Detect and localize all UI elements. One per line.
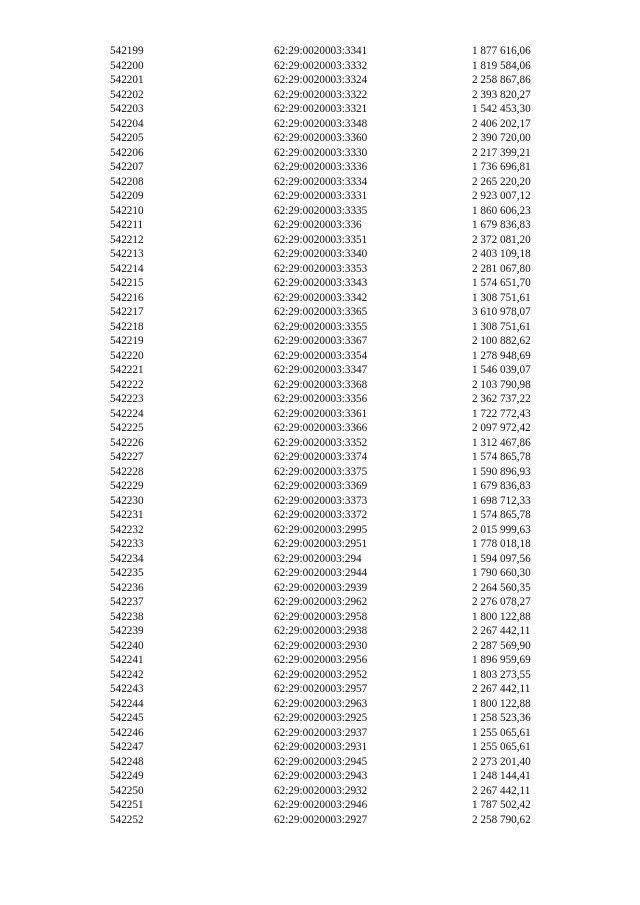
cadastral-value: 2 265 220,20 <box>472 175 531 188</box>
table-row <box>0 639 640 654</box>
row-number: 542203 <box>110 103 144 115</box>
table-row <box>0 131 640 146</box>
cadastral-value: 2 390 720,00 <box>472 132 531 144</box>
row-number: 542233 <box>110 538 144 550</box>
cadastral-number: 62:29:0020003:3336 <box>274 161 368 173</box>
row-number: 542238 <box>110 610 144 623</box>
cadastral-number: 62:29:0020003:336 <box>274 219 362 231</box>
cadastral-number: 62:29:0020003:2951 <box>274 538 368 550</box>
cadastral-number: 62:29:0020003:3324 <box>274 74 368 86</box>
table-row <box>0 59 640 74</box>
cadastral-value: 2 281 067,80 <box>472 262 531 275</box>
cadastral-value: 1 800 122,88 <box>472 697 531 710</box>
table-row <box>0 233 640 248</box>
cadastral-number: 62:29:0020003:3348 <box>274 117 368 130</box>
row-number: 542231 <box>110 509 144 521</box>
cadastral-number: 62:29:0020003:2952 <box>274 668 368 681</box>
row-number: 542216 <box>110 291 144 304</box>
row-number: 542240 <box>110 639 144 652</box>
table-row <box>0 291 640 306</box>
table-row <box>0 581 640 596</box>
cadastral-value: 1 574 865,78 <box>472 509 531 521</box>
table-row <box>0 755 640 770</box>
cadastral-number: 62:29:0020003:3352 <box>274 436 368 449</box>
cadastral-number: 62:29:0020003:3375 <box>274 465 368 478</box>
row-number: 542206 <box>110 146 144 159</box>
cadastral-number: 62:29:0020003:2925 <box>274 712 368 724</box>
cadastral-value: 1 736 696,81 <box>472 161 531 173</box>
cadastral-number: 62:29:0020003:2958 <box>274 610 368 623</box>
cadastral-value: 2 276 078,27 <box>472 596 531 608</box>
cadastral-number: 62:29:0020003:3340 <box>274 248 368 260</box>
cadastral-number: 62:29:0020003:2962 <box>274 596 368 608</box>
cadastral-value: 1 790 660,30 <box>472 567 531 579</box>
row-number: 542205 <box>110 132 144 144</box>
cadastral-value: 1 679 836,83 <box>472 219 531 231</box>
cadastral-number: 62:29:0020003:3372 <box>274 509 368 521</box>
cadastral-number: 62:29:0020003:3366 <box>274 422 368 434</box>
cadastral-number: 62:29:0020003:2945 <box>274 755 368 768</box>
row-number: 542207 <box>110 161 144 173</box>
table-row <box>0 479 640 494</box>
cadastral-value: 2 403 109,18 <box>472 248 531 260</box>
table-row <box>0 102 640 117</box>
cadastral-number: 62:29:0020003:2937 <box>274 726 368 739</box>
cadastral-value: 2 372 081,20 <box>472 233 531 246</box>
cadastral-value: 2 267 442,11 <box>472 625 531 637</box>
cadastral-number: 62:29:0020003:3331 <box>274 190 368 202</box>
row-number: 542241 <box>110 654 144 666</box>
cadastral-value: 1 877 616,06 <box>472 45 531 57</box>
table-row <box>0 523 640 538</box>
cadastral-number: 62:29:0020003:2943 <box>274 770 368 782</box>
cadastral-number: 62:29:0020003:3368 <box>274 378 368 391</box>
cadastral-value: 2 217 399,21 <box>472 146 531 159</box>
table-row <box>0 421 640 436</box>
cadastral-value: 2 267 442,11 <box>472 683 531 695</box>
cadastral-value: 1 698 712,33 <box>472 494 531 507</box>
cadastral-number: 62:29:0020003:3353 <box>274 262 368 275</box>
table-row <box>0 88 640 103</box>
cadastral-value: 2 406 202,17 <box>472 117 531 130</box>
cadastral-value: 2 393 820,27 <box>472 88 531 101</box>
cadastral-value: 1 542 453,30 <box>472 103 531 115</box>
cadastral-value: 1 258 523,36 <box>472 712 531 724</box>
cadastral-number: 62:29:0020003:3354 <box>274 349 368 362</box>
table-row <box>0 146 640 161</box>
table-row <box>0 494 640 509</box>
cadastral-value: 2 015 999,63 <box>472 523 531 536</box>
row-number: 542225 <box>110 422 144 434</box>
cadastral-value: 1 574 651,70 <box>472 277 531 289</box>
table-row <box>0 784 640 799</box>
cadastral-number: 62:29:0020003:3347 <box>274 364 368 376</box>
cadastral-number: 62:29:0020003:2930 <box>274 639 368 652</box>
table-row <box>0 189 640 204</box>
cadastral-value: 1 255 065,61 <box>472 741 531 753</box>
table-row <box>0 436 640 451</box>
row-number: 542232 <box>110 523 144 536</box>
row-number: 542252 <box>110 813 144 826</box>
table-row <box>0 610 640 625</box>
cadastral-value: 1 574 865,78 <box>472 451 531 463</box>
table-row <box>0 624 640 639</box>
cadastral-value: 2 264 560,35 <box>472 581 531 594</box>
cadastral-value: 1 278 948,69 <box>472 349 531 362</box>
cadastral-value: 2 287 569,90 <box>472 639 531 652</box>
cadastral-number: 62:29:0020003:2944 <box>274 567 368 579</box>
table-row <box>0 798 640 813</box>
table-row <box>0 740 640 755</box>
row-number: 542199 <box>110 45 144 57</box>
cadastral-value: 2 097 972,42 <box>472 422 531 434</box>
row-number: 542213 <box>110 248 144 260</box>
row-number: 542246 <box>110 726 144 739</box>
row-number: 542243 <box>110 683 144 695</box>
table-row <box>0 276 640 291</box>
cadastral-value: 2 923 007,12 <box>472 190 531 202</box>
cadastral-value: 1 308 751,61 <box>472 320 531 333</box>
cadastral-number: 62:29:0020003:3343 <box>274 277 368 289</box>
table-row <box>0 682 640 697</box>
cadastral-number: 62:29:0020003:2946 <box>274 799 368 811</box>
row-number: 542239 <box>110 625 144 637</box>
row-number: 542250 <box>110 784 144 797</box>
table-row <box>0 262 640 277</box>
table-row <box>0 465 640 480</box>
table-row <box>0 697 640 712</box>
cadastral-value: 3 610 978,07 <box>472 306 531 318</box>
row-number: 542210 <box>110 204 144 217</box>
row-number: 542200 <box>110 59 144 72</box>
row-number: 542234 <box>110 552 144 565</box>
table-row <box>0 552 640 567</box>
row-number: 542245 <box>110 712 144 724</box>
row-number: 542220 <box>110 349 144 362</box>
cadastral-value: 2 103 790,98 <box>472 378 531 391</box>
table-row <box>0 44 640 59</box>
table-row <box>0 378 640 393</box>
row-number: 542209 <box>110 190 144 202</box>
row-number: 542228 <box>110 465 144 478</box>
cadastral-value: 2 258 867,86 <box>472 74 531 86</box>
row-number: 542204 <box>110 117 144 130</box>
cadastral-value: 1 896 959,69 <box>472 654 531 666</box>
row-number: 542230 <box>110 494 144 507</box>
row-number: 542237 <box>110 596 144 608</box>
cadastral-value: 1 546 039,07 <box>472 364 531 376</box>
table-row <box>0 305 640 320</box>
table-row <box>0 668 640 683</box>
row-number: 542251 <box>110 799 144 811</box>
cadastral-number: 62:29:0020003:2956 <box>274 654 368 666</box>
row-number: 542227 <box>110 451 144 463</box>
table-row <box>0 160 640 175</box>
cadastral-value: 2 267 442,11 <box>472 784 531 797</box>
table-row <box>0 247 640 262</box>
cadastral-value: 1 819 584,06 <box>472 59 531 72</box>
cadastral-value: 1 800 122,88 <box>472 610 531 623</box>
data-table <box>0 44 640 827</box>
table-row <box>0 450 640 465</box>
cadastral-number: 62:29:0020003:2932 <box>274 784 368 797</box>
row-number: 542226 <box>110 436 144 449</box>
table-row <box>0 334 640 349</box>
cadastral-number: 62:29:0020003:3334 <box>274 175 368 188</box>
cadastral-value: 2 273 201,40 <box>472 755 531 768</box>
cadastral-value: 2 258 790,62 <box>472 813 531 826</box>
cadastral-number: 62:29:0020003:3355 <box>274 320 368 333</box>
table-row <box>0 813 640 828</box>
table-row <box>0 349 640 364</box>
row-number: 542218 <box>110 320 144 333</box>
row-number: 542248 <box>110 755 144 768</box>
cadastral-value: 1 778 018,18 <box>472 538 531 550</box>
row-number: 542249 <box>110 770 144 782</box>
row-number: 542201 <box>110 74 144 86</box>
cadastral-number: 62:29:0020003:3342 <box>274 291 368 304</box>
row-number: 542242 <box>110 668 144 681</box>
cadastral-number: 62:29:0020003:2931 <box>274 741 368 753</box>
table-row <box>0 566 640 581</box>
table-row <box>0 508 640 523</box>
cadastral-number: 62:29:0020003:3369 <box>274 480 368 492</box>
cadastral-value: 1 722 772,43 <box>472 407 531 420</box>
table-row <box>0 363 640 378</box>
row-number: 542212 <box>110 233 144 246</box>
cadastral-number: 62:29:0020003:3356 <box>274 393 368 405</box>
table-row <box>0 175 640 190</box>
table-row <box>0 117 640 132</box>
table-row <box>0 711 640 726</box>
cadastral-number: 62:29:0020003:294 <box>274 552 362 565</box>
cadastral-number: 62:29:0020003:3373 <box>274 494 368 507</box>
cadastral-number: 62:29:0020003:3360 <box>274 132 368 144</box>
cadastral-number: 62:29:0020003:2995 <box>274 523 368 536</box>
cadastral-number: 62:29:0020003:2927 <box>274 813 368 826</box>
table-row <box>0 595 640 610</box>
cadastral-number: 62:29:0020003:3361 <box>274 407 368 420</box>
cadastral-value: 1 590 896,93 <box>472 465 531 478</box>
row-number: 542208 <box>110 175 144 188</box>
table-row <box>0 407 640 422</box>
row-number: 542229 <box>110 480 144 492</box>
row-number: 542215 <box>110 277 144 289</box>
cadastral-number: 62:29:0020003:2963 <box>274 697 368 710</box>
row-number: 542247 <box>110 741 144 753</box>
cadastral-value: 2 100 882,62 <box>472 335 531 347</box>
cadastral-value: 1 679 836,83 <box>472 480 531 492</box>
cadastral-number: 62:29:0020003:3341 <box>274 45 368 57</box>
cadastral-number: 62:29:0020003:3367 <box>274 335 368 347</box>
cadastral-value: 1 594 097,56 <box>472 552 531 565</box>
row-number: 542221 <box>110 364 144 376</box>
cadastral-number: 62:29:0020003:2939 <box>274 581 368 594</box>
cadastral-value: 1 312 467,86 <box>472 436 531 449</box>
cadastral-number: 62:29:0020003:2938 <box>274 625 368 637</box>
table-row <box>0 537 640 552</box>
cadastral-number: 62:29:0020003:3365 <box>274 306 368 318</box>
table-row <box>0 653 640 668</box>
table-row <box>0 320 640 335</box>
cadastral-value: 1 787 502,42 <box>472 799 531 811</box>
table-row <box>0 73 640 88</box>
cadastral-value: 1 860 606,23 <box>472 204 531 217</box>
row-number: 542223 <box>110 393 144 405</box>
row-number: 542222 <box>110 378 144 391</box>
table-row <box>0 769 640 784</box>
cadastral-value: 1 255 065,61 <box>472 726 531 739</box>
row-number: 542235 <box>110 567 144 579</box>
row-number: 542224 <box>110 407 144 420</box>
cadastral-number: 62:29:0020003:3374 <box>274 451 368 463</box>
row-number: 542217 <box>110 306 144 318</box>
row-number: 542211 <box>110 219 144 231</box>
cadastral-number: 62:29:0020003:3321 <box>274 103 368 115</box>
cadastral-number: 62:29:0020003:3335 <box>274 204 368 217</box>
cadastral-number: 62:29:0020003:3351 <box>274 233 368 246</box>
cadastral-number: 62:29:0020003:3332 <box>274 59 368 72</box>
cadastral-number: 62:29:0020003:3330 <box>274 146 368 159</box>
row-number: 542244 <box>110 697 144 710</box>
row-number: 542236 <box>110 581 144 594</box>
table-row <box>0 726 640 741</box>
table-row <box>0 392 640 407</box>
cadastral-value: 1 248 144,41 <box>472 770 531 782</box>
row-number: 542202 <box>110 88 144 101</box>
cadastral-number: 62:29:0020003:2957 <box>274 683 368 695</box>
row-number: 542219 <box>110 335 144 347</box>
cadastral-value: 1 308 751,61 <box>472 291 531 304</box>
table-row <box>0 204 640 219</box>
row-number: 542214 <box>110 262 144 275</box>
cadastral-number: 62:29:0020003:3322 <box>274 88 368 101</box>
cadastral-value: 2 362 737,22 <box>472 393 531 405</box>
cadastral-value: 1 803 273,55 <box>472 668 531 681</box>
table-row <box>0 218 640 233</box>
